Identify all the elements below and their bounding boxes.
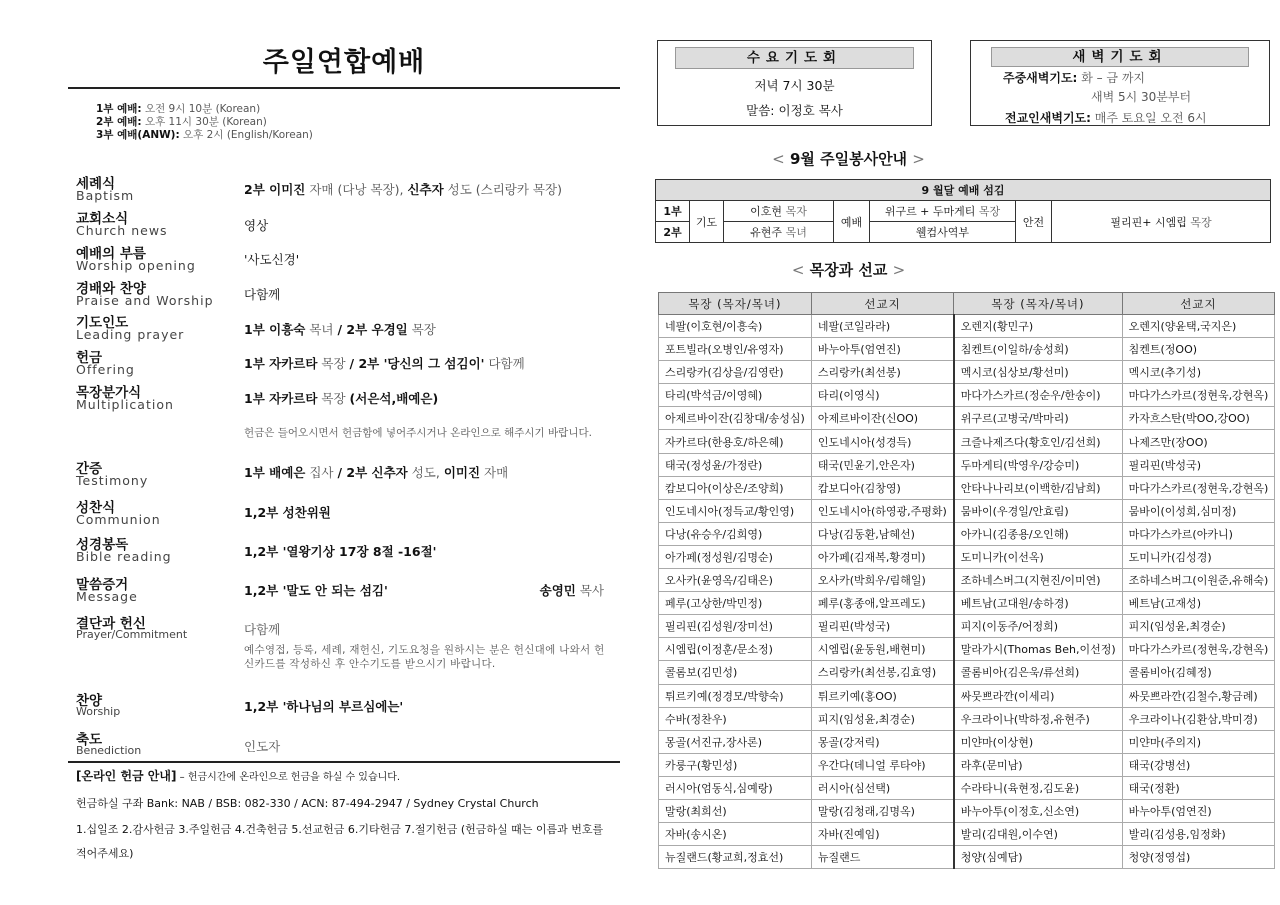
table-cell: 몽골(강저릭): [811, 730, 953, 753]
table-row: [659, 361, 1275, 384]
table-cell: 태국(민윤기,안은자): [811, 453, 953, 476]
table-cell: 발리(김성용,임정화): [1122, 823, 1275, 846]
table-cell: 아가페(김재복,황경미): [811, 545, 953, 568]
table-cell: 위구르(고병국/박마리): [954, 407, 1122, 430]
col-header: 선교지: [1122, 293, 1275, 315]
wednesday-prayer-title: 수요기도회: [675, 47, 914, 69]
table-cell: 튀르키예(정경모/박향숙): [659, 684, 812, 707]
table-cell: 아가페(정성원/김명순): [659, 545, 812, 568]
table-cell: 아제르바이잔(김창대/송성심): [659, 407, 812, 430]
table-cell: 콜롬보(김민성): [659, 661, 812, 684]
table-cell: 멕시코(심상보/황선미): [954, 361, 1122, 384]
table-cell: 우크라이나(김환삼,박미경): [1122, 707, 1275, 730]
table-cell: 캄보디아(이상은/조양희): [659, 476, 812, 499]
table-cell: 네팔(코일라라): [811, 315, 953, 338]
table-cell: 인도네시아(성경득): [811, 430, 953, 453]
table-row: [659, 661, 1275, 684]
table-cell: 몽골(서진규,장사론): [659, 730, 812, 753]
table-row: [659, 384, 1275, 407]
table-cell: 말라가시(Thomas Beh,이선정): [954, 638, 1122, 661]
table-cell: 네팔(이호현/이흥숙): [659, 315, 812, 338]
table-cell: 오렌지(양윤택,국지은): [1122, 315, 1275, 338]
table-cell: 오렌지(황민구): [954, 315, 1122, 338]
table-cell: 다낭(유승우/김희영): [659, 522, 812, 545]
pastor-mission-table: [658, 292, 1275, 869]
table-cell: 스리랑카(최선봉,김효영): [811, 661, 953, 684]
table-cell: 시엠립(윤동원,배현미): [811, 638, 953, 661]
table-cell: 필리핀(박성국): [811, 615, 953, 638]
table-row: [659, 407, 1275, 430]
dawn-prayer-title: 새벽기도회: [991, 47, 1249, 67]
table-cell: 뭄바이(이성희,심미정): [1122, 499, 1275, 522]
table-cell: 우크라이나(박하정,유현주): [954, 707, 1122, 730]
table-cell: 태국(강병선): [1122, 753, 1275, 776]
table-row: [659, 453, 1275, 476]
table-cell: 캄보디아(김창영): [811, 476, 953, 499]
wednesday-prayer-box: 수요기도회 저녁 7시 30분 말씀: 이정호 목사: [657, 40, 932, 126]
table-cell: 청양(심예담): [954, 846, 1122, 869]
table-cell: 미얀마(이상현): [954, 730, 1122, 753]
table-row: [659, 569, 1275, 592]
table-cell: 마다가스카르(아카니): [1122, 522, 1275, 545]
table-cell: 인도네시아(하영광,주평화): [811, 499, 953, 522]
col-header: 선교지: [811, 293, 953, 315]
table-row: [659, 545, 1275, 568]
table-row: [659, 499, 1275, 522]
table-cell: 카자흐스탄(박OO,강OO): [1122, 407, 1275, 430]
table-row: [659, 615, 1275, 638]
table-cell: 피지(임성윤,최경순): [1122, 615, 1275, 638]
service-time-3: 3부 예배(ANW): 오후 2시 (English/Korean): [96, 129, 313, 141]
offering-note: 헌금은 들어오시면서 헌금함에 넣어주시거나 온라인으로 해주시기 바랍니다.: [244, 427, 592, 439]
order-of-worship: 세례식 Baptism 2부 이미진 자매 (다낭 목장), 신추자 성도 (스리랑카 목장) 교회소식 Church news 영상 예배의 부름 Worship opening '사도신경' 경배와 찬양 Praise and Worship 다함께 기도인도 Leading prayer 1부 이흥숙 목녀 / 2부 우경일 목장 헌금 Offering 1부 자카르타 목장 / 2부 '당신의 그 섬김이' 다함께 목장분가식 Multiplication 1부 자카르타 목장 (서은석,배예은) 헌금은 들어오시면서 헌금함에 넣어주시거나 온라인으로 해주시기 바랍니다. 간증 Testimony 1부 배예은 집사 / 2부 신추자 성도, 이미진 자매 성찬식 Communion 1,2부 성찬위원 성경봉독 Bible reading 1,2부 '열왕기상 17장 8절 -16절' 말씀증거 Message 1,2부 '말도 안 되는 섬김' 송영민 목사 결단과 헌신 Prayer/Commitment 다함께 예수영접, 등록, 세례, 재헌신, 기도요청을 원하시는 분은 헌신대에 나와서 헌신카드를 작성하신 후 안수기도를 받으시기 바랍니다. 찬양 Worship 1,2부 '하나님의 부르심에는' 축도 Benediction 인도자 [온라인 헌금 안내] – 헌금시간에 온라인으로 헌금을 하실 수 있습니다. 헌금하실 구좌 Bank: NAB / BSB: 082-330 / ACN: 87-494-2947 / Sydney Crystal Church 1.십일조 2.감사헌금 3.주일헌금 4.건축헌금 5.선교헌금 6.기타헌금 7.절기헌금 (헌금하실 때는 이름과 번호를 적어주세요): [68, 0, 620, 905]
table-cell: 나제즈만(장OO): [1122, 430, 1275, 453]
table-cell: 발리(김대원,이수연): [954, 823, 1122, 846]
table-cell: 다낭(김동환,남혜선): [811, 522, 953, 545]
table-row: [659, 338, 1275, 361]
table-row: [659, 592, 1275, 615]
table-row: [659, 846, 1275, 869]
dawn-prayer-box: 새벽기도회 주중새벽기도: 화 – 금 까지 새벽 5시 30분부터 전교인새벽기도: 매주 토요일 오전 6시: [970, 40, 1270, 126]
service-row-1: 1부 기도 이호현 목자 예배 위구르 + 두마게티 목장 안전 필리핀+ 시엠립 목장: [656, 201, 1271, 222]
table-cell: 조하네스버그(지현진/이미연): [954, 569, 1122, 592]
col-header: 목장 (목자/목녀): [954, 293, 1122, 315]
table-cell: 침켄트(이일하/송성희): [954, 338, 1122, 361]
table-row: [659, 430, 1275, 453]
table-cell: 자카르타(한용호/하은혜): [659, 430, 812, 453]
table-cell: 수바(정찬우): [659, 707, 812, 730]
table-cell: 뭄바이(우경일/안효림): [954, 499, 1122, 522]
table-cell: 오사카(박희우/림해일): [811, 569, 953, 592]
table-cell: 뉴질랜드: [811, 846, 953, 869]
table-cell: 콜롬비아(김혜정): [1122, 661, 1275, 684]
col-header: 목장 (목자/목녀): [659, 293, 812, 315]
table-cell: 미얀마(주의지): [1122, 730, 1275, 753]
table-cell: 싸뭇쁘라깐(이세리): [954, 684, 1122, 707]
order-label-en: Baptism: [76, 188, 135, 203]
commitment-note: 예수영접, 등록, 세례, 재헌신, 기도요청을 원하시는 분은 헌신대에 나와서 헌신카드를 작성하신 후 안수기도를 받으시기 바랍니다.: [244, 644, 605, 670]
table-cell: 오사카(윤영옥/김태은): [659, 569, 812, 592]
table-cell: 멕시코(추기성): [1122, 361, 1275, 384]
preacher: 송영민 목사: [539, 583, 604, 598]
table-cell: 마다가스카르(정현욱,강현옥): [1122, 476, 1275, 499]
table-cell: 바누아투(엄연진): [1122, 799, 1275, 822]
table-cell: 청양(정영섭): [1122, 846, 1275, 869]
table-cell: 포트빌라(오병인/유영자): [659, 338, 812, 361]
service-row-2: 2부 유현주 목녀 웰컴사역부: [656, 222, 1271, 243]
online-offering-info: [온라인 헌금 안내] – 헌금시간에 온라인으로 헌금을 하실 수 있습니다. 헌금하실 구좌 Bank: NAB / BSB: 082-330 / ACN: 87-494-2947 / Sydney Crystal Church 1.십일조 2.감사헌금 3.주일헌금 4.건축헌금 5.선교헌금 6.기타헌금 7.절기헌금 (헌금하실 때는 이름과 번호를 적어주세요): [76, 769, 604, 860]
table-cell: 카룽구(황민성): [659, 753, 812, 776]
table-cell: 러시아(엄동식,심예랑): [659, 776, 812, 799]
table-cell: 마다가스카르(정순우/한송이): [954, 384, 1122, 407]
table-cell: 도미니카(김성경): [1122, 545, 1275, 568]
table-cell: 타리(박석금/이영혜): [659, 384, 812, 407]
table-cell: 우간다(데니얼 루타야): [811, 753, 953, 776]
table-cell: 말랑(최희선): [659, 799, 812, 822]
service-time-2: 2부 예배: 오후 11시 30분 (Korean): [96, 116, 267, 128]
service-table: 9 월달 예배 섬김 1부 기도 이호현 목자 예배 위구르 + 두마게티 목장 안전 필리핀+ 시엠립 목장 2부 유현주 목녀 웰컴사역부: [655, 179, 1271, 243]
table-cell: 바누아투(엄연진): [811, 338, 953, 361]
table-cell: 피지(임성윤,최경순): [811, 707, 953, 730]
service-time-1: 1부 예배: 오전 9시 10분 (Korean): [96, 103, 261, 115]
table-cell: 튀르키예(홍OO): [811, 684, 953, 707]
table-cell: 조하네스버그(이원준,유해숙): [1122, 569, 1275, 592]
table-cell: 타리(이영식): [811, 384, 953, 407]
order-content: 2부 이미진 자매 (다낭 목장), 신추자 성도 (스리랑카 목장): [244, 182, 562, 197]
table-row: [659, 522, 1275, 545]
table-cell: 자바(송시온): [659, 823, 812, 846]
table-cell: 안타나나리보(이백한/김남희): [954, 476, 1122, 499]
table-row: [659, 776, 1275, 799]
table-cell: 태국(정성윤/가정란): [659, 453, 812, 476]
table-row: [659, 753, 1275, 776]
table-row: [659, 730, 1275, 753]
table-cell: 러시아(심선택): [811, 776, 953, 799]
table-cell: 바누아투(이정호,신소연): [954, 799, 1122, 822]
table-cell: 베트남(고재성): [1122, 592, 1275, 615]
order-label: 세례식: [76, 176, 116, 192]
table-cell: 라후(문미남): [954, 753, 1122, 776]
table-cell: 콜롬비아(김은욱/류선희): [954, 661, 1122, 684]
table-cell: 스리랑카(최선봉): [811, 361, 953, 384]
service-section-title: < 9월 주일봉사안내 >: [772, 150, 925, 168]
table-row: [659, 799, 1275, 822]
table-cell: 두마게티(박영우/강승미): [954, 453, 1122, 476]
page-title: 주일연합예배: [262, 47, 426, 78]
table-cell: 페루(홍종애,알프레도): [811, 592, 953, 615]
table-cell: 마다가스카르(정현욱,강현옥): [1122, 384, 1275, 407]
table-cell: 침켄트(정OO): [1122, 338, 1275, 361]
table-cell: 필리핀(김성원/장미선): [659, 615, 812, 638]
table-cell: 필리핀(박성국): [1122, 453, 1275, 476]
table-cell: 크즐나제즈다(황호인/김선희): [954, 430, 1122, 453]
table-cell: 인도네시아(정득교/황인영): [659, 499, 812, 522]
table-row: [659, 823, 1275, 846]
table-row: [659, 638, 1275, 661]
pastor-section-title: < 목장과 선교 >: [791, 261, 906, 279]
table-cell: 피지(이동주/어정희): [954, 615, 1122, 638]
table-cell: 말랑(김청래,김명옥): [811, 799, 953, 822]
online-divider: [68, 761, 620, 763]
table-row: [659, 684, 1275, 707]
table-cell: 싸뭇쁘라깐(김철수,황금례): [1122, 684, 1275, 707]
table-cell: 태국(정환): [1122, 776, 1275, 799]
table-cell: 도미니카(이선옥): [954, 545, 1122, 568]
table-row: [659, 315, 1275, 338]
table-cell: 자바(진예임): [811, 823, 953, 846]
table-cell: 베트남(고대원/송하경): [954, 592, 1122, 615]
table-row: [659, 707, 1275, 730]
table-cell: 페루(고상한/박민정): [659, 592, 812, 615]
table-cell: 시엠립(이정훈/문소정): [659, 638, 812, 661]
table-cell: 아카니(김종용/오인해): [954, 522, 1122, 545]
table-cell: 스리랑카(김상을/김영란): [659, 361, 812, 384]
table-row: [659, 476, 1275, 499]
table-cell: 마다가스카르(정현욱,강현옥): [1122, 638, 1275, 661]
table-cell: 뉴질랜드(황교희,정효선): [659, 846, 812, 869]
table-cell: 아제르바이잔(신OO): [811, 407, 953, 430]
table-cell: 수라타니(육현정,김도윤): [954, 776, 1122, 799]
